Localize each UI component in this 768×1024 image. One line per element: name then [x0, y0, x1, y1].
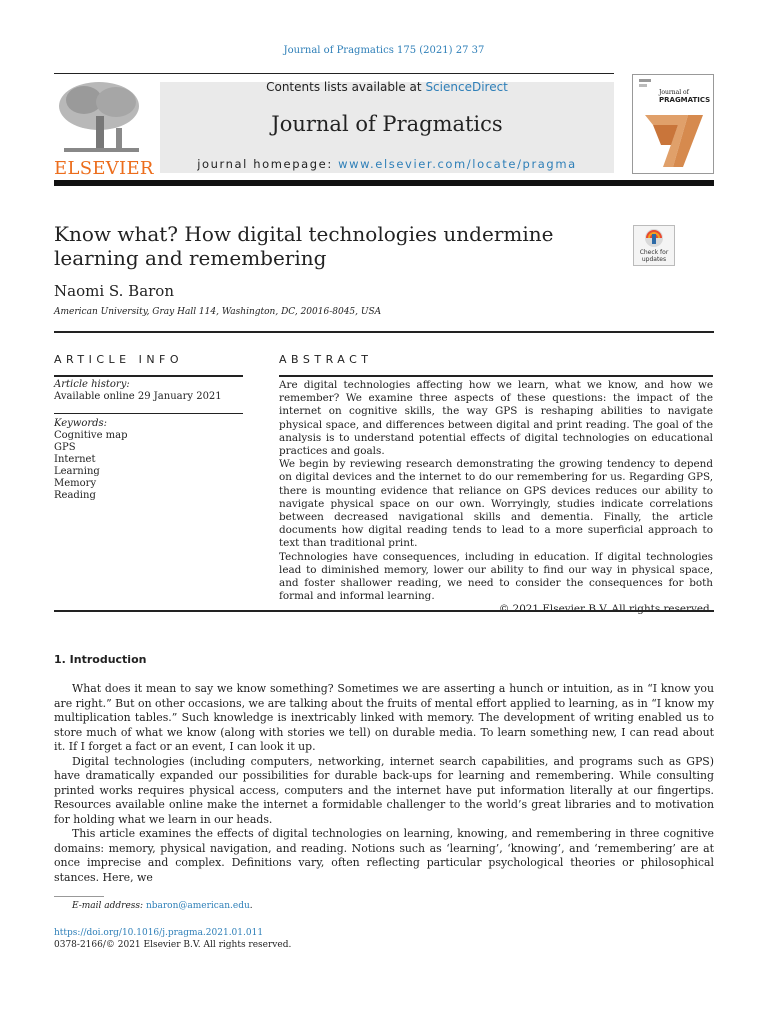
email-end: .: [249, 901, 253, 911]
article-title: Know what? How digital technologies undermine learning and remembering: [54, 222, 554, 270]
header-top-rule: [54, 73, 614, 74]
elsevier-logo-text: ELSEVIER: [54, 158, 154, 179]
keywords-label: Keywords:: [54, 418, 108, 429]
keyword: Learning: [54, 466, 100, 477]
abstract-body: [279, 379, 713, 617]
header-bottom-rule: [54, 180, 714, 186]
footnote-email: [72, 901, 253, 911]
abstract-heading: ABSTRACT: [279, 353, 373, 366]
abstract-bottom-rule: [54, 610, 714, 612]
abstract-paragraph: We begin by reviewing research demonstrating the growing tendency to depend on digital devices and the internet to do our remembering for us. Regarding GPS, there is mounting evidence that reliance on GPS devices reduces our ability to navigate physical space on our own. Worryingly, studies indicate correlations between decreased navigational skills and dementia. Finally, the article documents how digital reading tends to lead to a more superficial approach to text than traditional print.: [279, 458, 713, 550]
body-paragraph: This article examines the effects of digital technologies on learning, knowing, and remembering in three cognitive domains: memory, physical navigation, and reading. Notions such as ‘learning’, ‘knowing’, and ‘remembering’ are at once imprecise and complex. Definitions vary, often reflecting particular psychological theories or philosophical stances. Here, we: [54, 827, 714, 884]
section-heading-introduction: 1. Introduction: [54, 653, 147, 666]
author-name: Naomi S. Baron: [54, 282, 174, 300]
check-for-updates-badge[interactable]: [633, 225, 675, 266]
title-rule: [54, 331, 714, 333]
cover-title: PRAGMATICS: [659, 96, 711, 104]
keywords-rule: [54, 413, 243, 414]
journal-cover-image: [632, 74, 714, 174]
body-paragraph: Digital technologies (including computers, networking, internet search capabilities, and programs such as GPS) have dramatically expanded our possibilities for durable back-ups for learning and remembering. While consulting printed works requires physical access, computers and the internet have put information literally at our fingertips. Resources available online make the internet a formidable challenger to the world’s great libraries and to motivation for holding what we learn in our heads.: [54, 754, 714, 826]
contents-prefix: Contents lists available at: [266, 80, 426, 94]
keywords-list: [54, 430, 128, 502]
journal-citation[interactable]: Journal of Pragmatics 175 (2021) 27 37: [283, 45, 485, 56]
keyword: GPS: [54, 442, 76, 453]
footer: [54, 927, 291, 951]
abstract-paragraph: Technologies have consequences, including in education. If digital technologies lead to diminished memory, lower our ability to find our way in physical space, and foster shallower reading, we need to consider the consequences for both formal and informal learning.: [279, 550, 713, 603]
doi-link[interactable]: https://doi.org/10.1016/j.pragma.2021.01.011: [54, 928, 264, 938]
homepage-link[interactable]: www.elsevier.com/locate/pragma: [338, 157, 577, 171]
body-paragraph: What does it mean to say we know something? Sometimes we are asserting a hunch or intuition, as in “I know you are right.” But on other occasions, we are talking about the fruits of mental effort applied to learning, as in “I know my multiplication tables.” Such knowledge is inextricably linked with memory. The development of writing enabled us to store much of what we know (along with stories we tell) on durable media. To learn something new, I can read about it. If I forget a fact or an event, I can look it up.: [54, 682, 714, 753]
history-value: Available online 29 January 2021: [54, 391, 222, 402]
cover-journal-of: Journal of: [659, 89, 689, 96]
email-link[interactable]: nbaron@american.edu: [145, 901, 250, 911]
footnote-rule: [54, 896, 104, 897]
keyword: Cognitive map: [54, 430, 128, 441]
badge-text-1: Check for: [639, 249, 669, 256]
article-info-rule: [54, 375, 243, 377]
article-info-heading: ARTICLE INFO: [54, 353, 184, 366]
keyword: Internet: [54, 454, 96, 465]
abstract-paragraph: Are digital technologies affecting how we learn, what we know, and how we remember? We examine three aspects of these questions: the impact of the internet on cognitive skills, the way GPS is reshaping abilities to navigate physical space, and differences between digital and print reading. The goal of the analysis is to understand potential effects of digital technologies on educational practices and goals.: [279, 379, 713, 458]
journal-title: Journal of Pragmatics: [271, 112, 503, 136]
badge-text-2: updates: [641, 256, 667, 263]
introduction-body: [54, 682, 714, 885]
author-affiliation: American University, Gray Hall 114, Washington, DC, 20016-8045, USA: [54, 307, 382, 317]
keyword: Memory: [54, 478, 97, 489]
sciencedirect-link[interactable]: ScienceDirect: [425, 80, 508, 94]
contents-line: [160, 80, 614, 94]
journal-homepage: [160, 157, 614, 171]
history-label: Article history:: [54, 379, 130, 390]
homepage-prefix: journal homepage:: [197, 157, 339, 171]
abstract-rule: [279, 375, 713, 377]
keyword: Reading: [54, 490, 96, 501]
email-label: E-mail address:: [72, 901, 146, 911]
issn-copyright: 0378-2166/© 2021 Elsevier B.V. All rights reserved.: [54, 940, 292, 950]
